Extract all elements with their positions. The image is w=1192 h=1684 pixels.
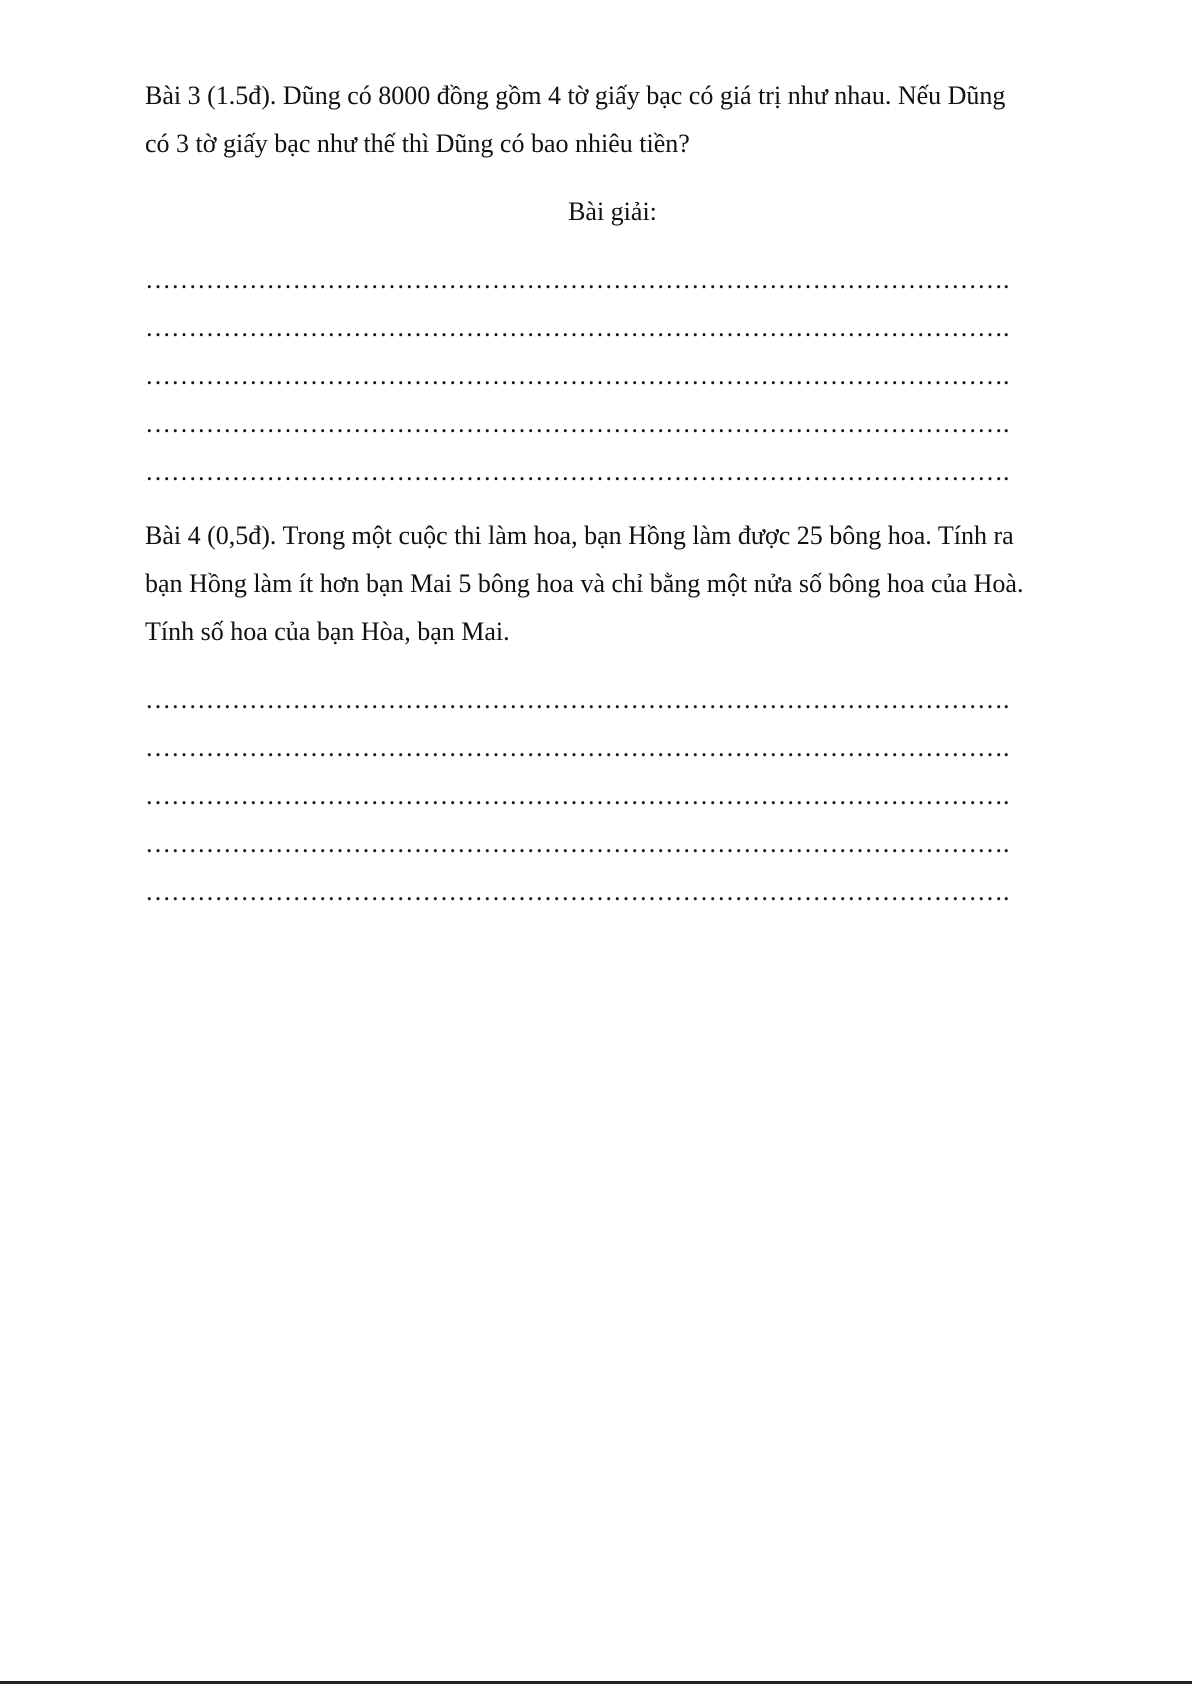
page-content (145, 72, 1080, 932)
answer-line: ………………………………………………………………………………………. (145, 733, 1010, 762)
answer-line: ………………………………………………………………………………………. (145, 265, 1010, 294)
problem-4-answer-area (145, 676, 1080, 916)
answer-line: ………………………………………………………………………………………. (145, 313, 1010, 342)
answer-line: ………………………………………………………………………………………. (145, 409, 1010, 438)
solution-heading: Bài giải: (568, 197, 657, 226)
problem-3-text-line-2: có 3 tờ giấy bạc như thế thì Dũng có bao nhiêu tiền? (145, 129, 690, 158)
answer-line: ………………………………………………………………………………………. (145, 829, 1010, 858)
problem-4 (145, 512, 1080, 916)
problem-4-text-line-2: bạn Hồng làm ít hơn bạn Mai 5 bông hoa và chỉ bằng một nửa số bông hoa của Hoà. (145, 569, 1024, 598)
problem-3-text-line-1: Bài 3 (1.5đ). Dũng có 8000 đồng gồm 4 tờ giấy bạc có giá trị như nhau. Nếu Dũng (145, 81, 1006, 110)
answer-line: ………………………………………………………………………………………. (145, 457, 1010, 486)
answer-line: ………………………………………………………………………………………. (145, 781, 1010, 810)
answer-line: ………………………………………………………………………………………. (145, 361, 1010, 390)
problem-3-answer-area (145, 256, 1080, 496)
problem-4-text-line-1: Bài 4 (0,5đ). Trong một cuộc thi làm hoa, bạn Hồng làm được 25 bông hoa. Tính ra (145, 521, 1014, 550)
problem-4-text-line-3: Tính số hoa của bạn Hòa, bạn Mai. (145, 617, 510, 646)
answer-line: ………………………………………………………………………………………. (145, 685, 1010, 714)
problem-3 (145, 72, 1080, 496)
answer-line: ………………………………………………………………………………………. (145, 877, 1010, 906)
